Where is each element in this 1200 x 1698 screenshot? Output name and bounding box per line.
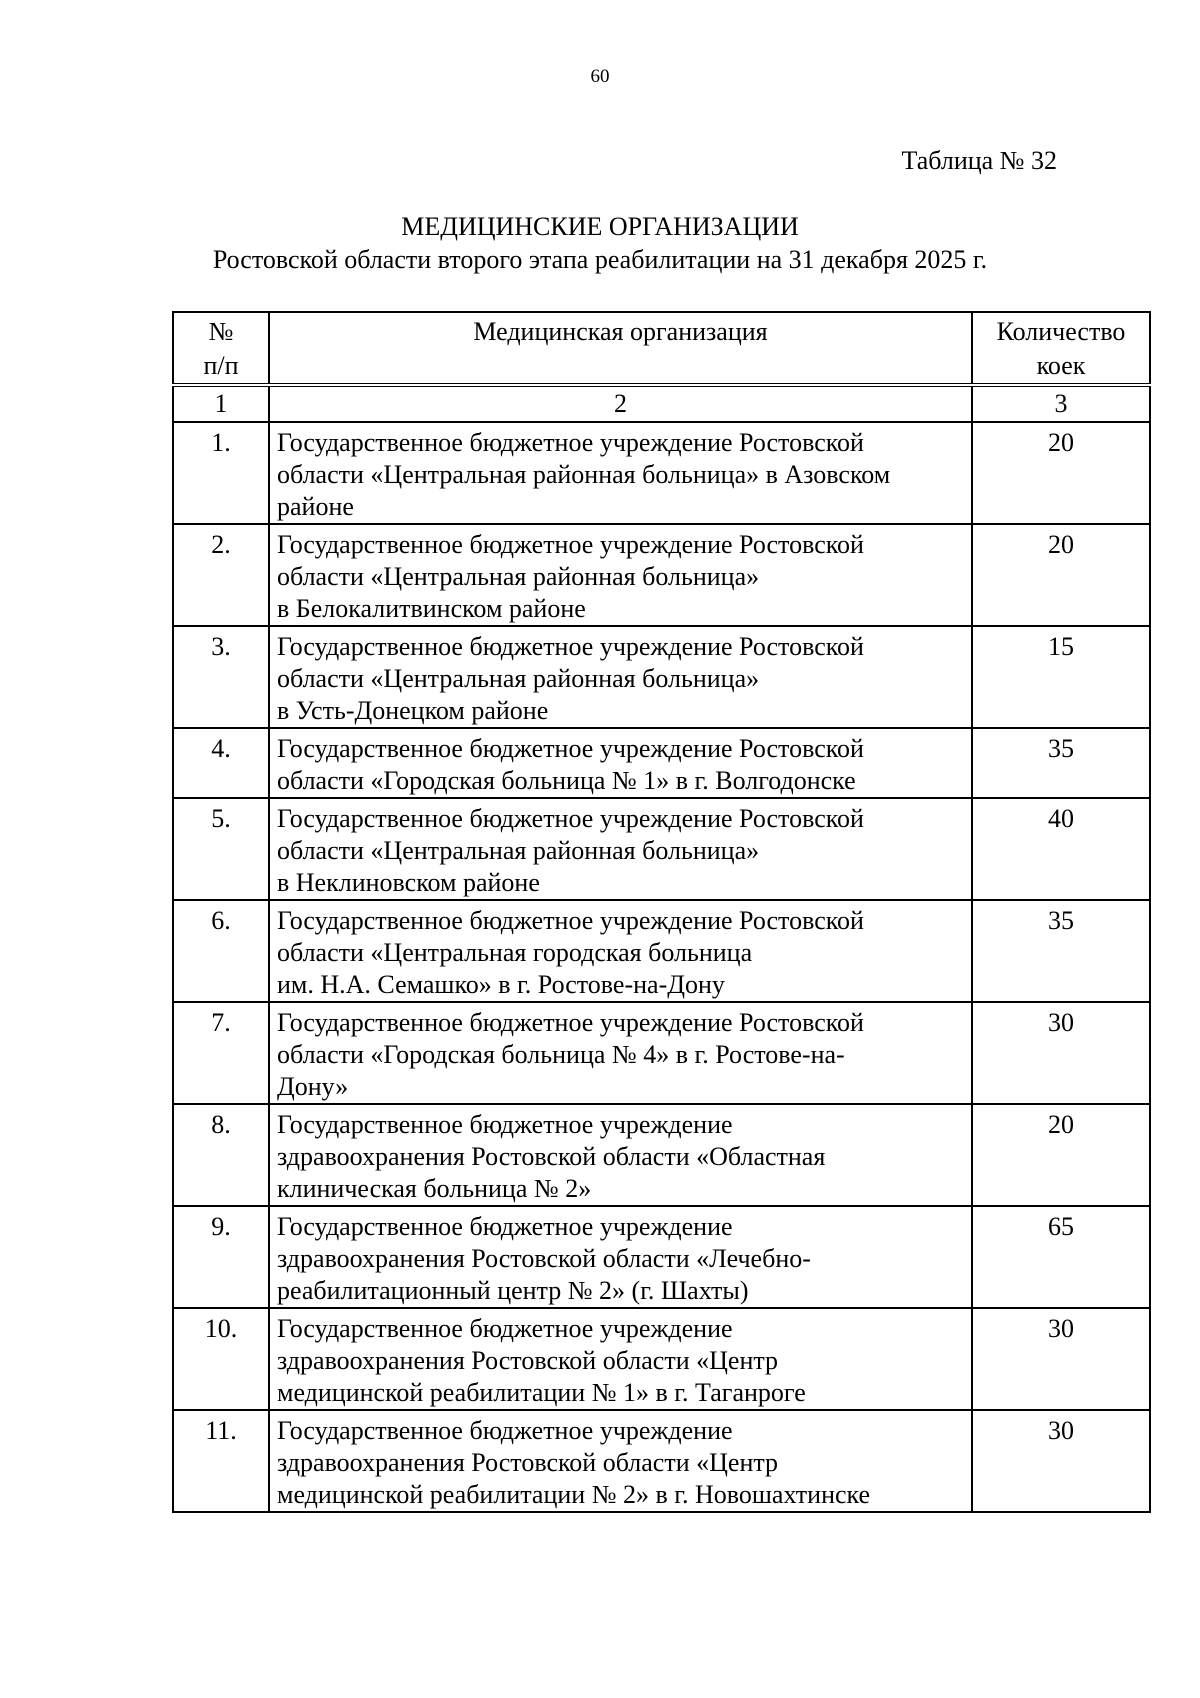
organization-name-line: клиническая больница № 2» — [277, 1174, 592, 1203]
row-number: 1. — [173, 422, 269, 524]
organization-name-line: области «Центральная районная больница» — [277, 562, 760, 591]
organization-name — [269, 798, 972, 900]
organization-name-line: в Белокалитвинском районе — [277, 594, 586, 623]
row-number: 11. — [173, 1410, 269, 1512]
column-numbers-row — [173, 385, 1150, 422]
organization-name-line: Государственное бюджетное учреждение Ростовской — [277, 804, 864, 833]
table-row — [173, 900, 1150, 1002]
header-beds-line1: Количество — [996, 317, 1126, 346]
row-number: 5. — [173, 798, 269, 900]
table-label: Таблица № 32 — [901, 146, 1057, 175]
table-row — [173, 1206, 1150, 1308]
organization-name — [269, 626, 972, 728]
header-beds-line2: коек — [1036, 351, 1086, 380]
row-number: 3. — [173, 626, 269, 728]
document-title: МЕДИЦИНСКИЕ ОРГАНИЗАЦИИ — [401, 212, 799, 241]
table-row — [173, 1410, 1150, 1512]
header-num — [173, 312, 269, 385]
bed-count: 30 — [972, 1308, 1150, 1410]
table-row — [173, 728, 1150, 798]
organization-name-line: медицинской реабилитации № 1» в г. Таганроге — [277, 1378, 806, 1407]
bed-count: 20 — [972, 524, 1150, 626]
organization-name — [269, 1206, 972, 1308]
bed-count: 20 — [972, 1104, 1150, 1206]
header-beds — [972, 312, 1150, 385]
header-num-line2: п/п — [203, 351, 239, 380]
table-row — [173, 524, 1150, 626]
column-number-1: 1 — [173, 385, 269, 422]
organization-name — [269, 1308, 972, 1410]
table-row — [173, 1308, 1150, 1410]
organization-name-line: Государственное бюджетное учреждение — [277, 1314, 733, 1343]
row-number: 2. — [173, 524, 269, 626]
organization-name — [269, 728, 972, 798]
table-header-row — [173, 312, 1150, 385]
organization-name-line: области «Городская больница № 1» в г. Волгодонске — [277, 766, 856, 795]
organization-name-line: в Неклиновском районе — [277, 868, 540, 897]
organization-name — [269, 1104, 972, 1206]
organization-name-line: в Усть-Донецком районе — [277, 696, 549, 725]
bed-count: 40 — [972, 798, 1150, 900]
organization-name-line: области «Городская больница № 4» в г. Ростове-на- — [277, 1040, 845, 1069]
row-number: 8. — [173, 1104, 269, 1206]
table-row — [173, 422, 1150, 524]
document-subtitle: Ростовской области второго этапа реабилитации на 31 декабря 2025 г. — [212, 245, 988, 274]
organization-name-line: Государственное бюджетное учреждение Ростовской — [277, 530, 864, 559]
bed-count: 30 — [972, 1002, 1150, 1104]
table-row — [173, 798, 1150, 900]
organization-name-line: области «Центральная районная больница» в Азовском — [277, 460, 891, 489]
organization-name-line: реабилитационный центр № 2» (г. Шахты) — [277, 1276, 749, 1305]
page-number: 60 — [590, 66, 610, 87]
table-row — [173, 1104, 1150, 1206]
organization-name-line: Государственное бюджетное учреждение Ростовской — [277, 1008, 864, 1037]
organization-name-line: им. Н.А. Семашко» в г. Ростове-на-Дону — [277, 970, 725, 999]
bed-count: 15 — [972, 626, 1150, 728]
table-row — [173, 626, 1150, 728]
bed-count: 30 — [972, 1410, 1150, 1512]
organization-name-line: Государственное бюджетное учреждение Ростовской — [277, 734, 864, 763]
bed-count: 35 — [972, 900, 1150, 1002]
bed-count: 65 — [972, 1206, 1150, 1308]
organization-name — [269, 1002, 972, 1104]
column-number-3: 3 — [972, 385, 1150, 422]
organization-name-line: Государственное бюджетное учреждение — [277, 1110, 733, 1139]
organization-name-line: Государственное бюджетное учреждение Ростовской — [277, 906, 864, 935]
organization-name-line: области «Центральная районная больница» — [277, 836, 760, 865]
row-number: 6. — [173, 900, 269, 1002]
organization-name — [269, 1410, 972, 1512]
organization-name — [269, 900, 972, 1002]
organization-name-line: Государственное бюджетное учреждение — [277, 1212, 733, 1241]
table-row — [173, 1002, 1150, 1104]
organization-name-line: районе — [277, 492, 354, 521]
organization-name — [269, 422, 972, 524]
bed-count: 35 — [972, 728, 1150, 798]
organization-name-line: медицинской реабилитации № 2» в г. Новошахтинске — [277, 1480, 871, 1509]
organization-name-line: здравоохранения Ростовской области «Областная — [277, 1142, 826, 1171]
header-num-line1: № — [208, 317, 234, 346]
bed-count: 20 — [972, 422, 1150, 524]
row-number: 9. — [173, 1206, 269, 1308]
row-number: 7. — [173, 1002, 269, 1104]
organization-name-line: области «Центральная районная больница» — [277, 664, 760, 693]
organization-name — [269, 524, 972, 626]
table-body — [173, 422, 1150, 1512]
organization-name-line: здравоохранения Ростовской области «Центр — [277, 1448, 779, 1477]
column-number-2: 2 — [269, 385, 972, 422]
row-number: 4. — [173, 728, 269, 798]
organization-name-line: Дону» — [277, 1072, 349, 1101]
organization-name-line: Государственное бюджетное учреждение — [277, 1416, 733, 1445]
organization-name-line: Государственное бюджетное учреждение Ростовской — [277, 428, 864, 457]
organization-name-line: области «Центральная городская больница — [277, 938, 753, 967]
organizations-table — [172, 311, 1151, 1513]
organization-name-line: здравоохранения Ростовской области «Центр — [277, 1346, 779, 1375]
row-number: 10. — [173, 1308, 269, 1410]
header-organization: Медицинская организация — [269, 312, 972, 385]
organization-name-line: Государственное бюджетное учреждение Ростовской — [277, 632, 864, 661]
organization-name-line: здравоохранения Ростовской области «Лечебно- — [277, 1244, 811, 1273]
